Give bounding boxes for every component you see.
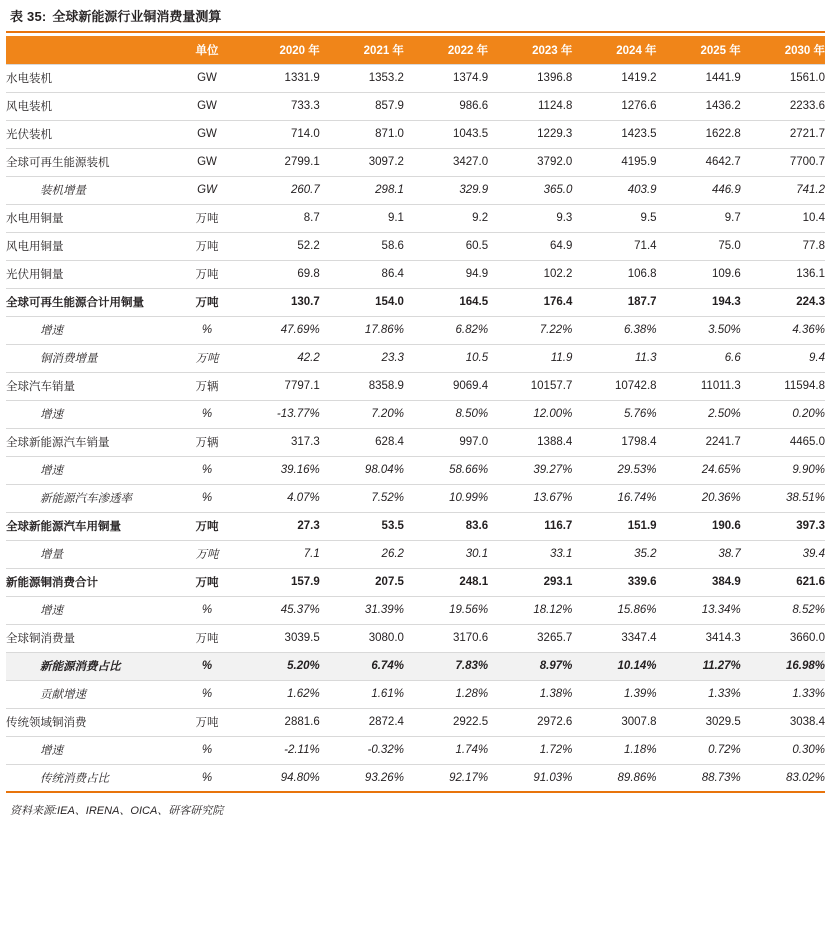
row-value: 83.02% [741,764,825,792]
row-value: 13.67% [488,484,572,512]
row-value: 1.33% [657,680,741,708]
header-cell-2023: 2023 年 [488,36,572,64]
row-value: 6.82% [404,316,488,344]
row-value: 628.4 [320,428,404,456]
row-value: 1331.9 [236,64,320,92]
row-value: 60.5 [404,232,488,260]
header-cell-2024: 2024 年 [572,36,656,64]
row-value: 1374.9 [404,64,488,92]
table-row [6,540,825,568]
row-value: 1561.0 [741,64,825,92]
row-value: 3.50% [657,316,741,344]
row-value: 10157.7 [488,372,572,400]
row-value: 997.0 [404,428,488,456]
row-label: 全球汽车销量 [6,372,178,400]
row-value: 714.0 [236,120,320,148]
row-value: 5.76% [572,400,656,428]
row-label: 传统领域铜消费 [6,708,178,736]
table-row [6,372,825,400]
row-unit: 万吨 [178,512,235,540]
row-value: 741.2 [741,176,825,204]
row-unit: % [178,456,235,484]
row-value: 176.4 [488,288,572,316]
row-value: 11011.3 [657,372,741,400]
row-value: 1229.3 [488,120,572,148]
row-value: 10.14% [572,652,656,680]
row-value: 39.16% [236,456,320,484]
row-value: 11.3 [572,344,656,372]
row-value: 92.17% [404,764,488,792]
table-row [6,260,825,288]
row-value: 1.39% [572,680,656,708]
row-value: 1.18% [572,736,656,764]
row-label: 铜消费增量 [6,344,178,372]
row-value: -2.11% [236,736,320,764]
row-unit: 万吨 [178,344,235,372]
row-value: 1.28% [404,680,488,708]
row-value: 106.8 [572,260,656,288]
table-row [6,764,825,792]
row-value: 0.72% [657,736,741,764]
row-value: 329.9 [404,176,488,204]
row-value: 38.51% [741,484,825,512]
row-value: 154.0 [320,288,404,316]
row-value: 1798.4 [572,428,656,456]
row-value: 7.52% [320,484,404,512]
row-value: 9.4 [741,344,825,372]
row-value: 1441.9 [657,64,741,92]
row-value: 1388.4 [488,428,572,456]
row-value: 47.69% [236,316,320,344]
table-row [6,400,825,428]
row-label: 光伏装机 [6,120,178,148]
row-value: 42.2 [236,344,320,372]
row-value: 3170.6 [404,624,488,652]
header-cell-unit: 单位 [178,36,235,64]
row-value: 58.6 [320,232,404,260]
row-value: -0.32% [320,736,404,764]
source-note: 资料来源:IEA、IRENA、OICA、研客研究院 [10,805,224,817]
table-row [6,316,825,344]
row-value: 4.36% [741,316,825,344]
row-value: 2233.6 [741,92,825,120]
table-row [6,232,825,260]
row-value: 1.33% [741,680,825,708]
row-value: 986.6 [404,92,488,120]
row-label: 新能源汽车渗透率 [6,484,178,512]
row-value: 8.97% [488,652,572,680]
row-value: 3427.0 [404,148,488,176]
row-value: 4465.0 [741,428,825,456]
row-unit: GW [178,92,235,120]
header-cell-2025: 2025 年 [657,36,741,64]
table-row [6,176,825,204]
row-value: 89.86% [572,764,656,792]
row-value: 2881.6 [236,708,320,736]
row-value: 77.8 [741,232,825,260]
row-value: 1.61% [320,680,404,708]
row-value: 20.36% [657,484,741,512]
row-unit: % [178,484,235,512]
row-value: 3347.4 [572,624,656,652]
row-value: 9.2 [404,204,488,232]
row-unit: % [178,652,235,680]
row-label: 全球新能源汽车销量 [6,428,178,456]
row-value: 7.1 [236,540,320,568]
table-row [6,708,825,736]
row-value: 1043.5 [404,120,488,148]
row-value: 4195.9 [572,148,656,176]
row-value: 8358.9 [320,372,404,400]
row-value: 260.7 [236,176,320,204]
row-label: 水电用铜量 [6,204,178,232]
row-unit: GW [178,64,235,92]
page-title [6,0,825,33]
row-value: 116.7 [488,512,572,540]
row-value: 8.52% [741,596,825,624]
row-value: 151.9 [572,512,656,540]
row-value: 93.26% [320,764,404,792]
table-row [6,736,825,764]
row-value: 3039.5 [236,624,320,652]
row-value: 3660.0 [741,624,825,652]
row-value: 293.1 [488,568,572,596]
table-row [6,512,825,540]
row-label: 增量 [6,540,178,568]
row-value: 12.00% [488,400,572,428]
row-value: 157.9 [236,568,320,596]
row-value: 16.74% [572,484,656,512]
row-unit: GW [178,120,235,148]
row-value: 0.30% [741,736,825,764]
row-value: 9.1 [320,204,404,232]
row-value: 384.9 [657,568,741,596]
table-header [6,36,825,64]
row-value: 9.3 [488,204,572,232]
row-value: 187.7 [572,288,656,316]
row-unit: 万辆 [178,428,235,456]
row-label: 增速 [6,400,178,428]
row-label: 贡献增速 [6,680,178,708]
row-value: 64.9 [488,232,572,260]
row-unit: 万吨 [178,232,235,260]
row-value: 8.7 [236,204,320,232]
row-value: 109.6 [657,260,741,288]
row-value: 29.53% [572,456,656,484]
row-value: 207.5 [320,568,404,596]
row-value: 83.6 [404,512,488,540]
row-value: 26.2 [320,540,404,568]
row-value: 9.5 [572,204,656,232]
row-value: 10742.8 [572,372,656,400]
row-value: 1622.8 [657,120,741,148]
row-unit: 万吨 [178,624,235,652]
row-value: 23.3 [320,344,404,372]
copper-consumption-table [6,36,825,793]
row-value: 733.3 [236,92,320,120]
row-value: 4.07% [236,484,320,512]
row-value: 86.4 [320,260,404,288]
row-value: 298.1 [320,176,404,204]
row-value: 2241.7 [657,428,741,456]
table-title-text: 全球新能源行业铜消费量测算 [52,9,222,24]
row-label: 全球铜消费量 [6,624,178,652]
header-cell-2030: 2030 年 [741,36,825,64]
row-value: 194.3 [657,288,741,316]
row-value: 1419.2 [572,64,656,92]
row-value: 16.98% [741,652,825,680]
row-label: 增速 [6,456,178,484]
table-row [6,288,825,316]
row-unit: 万吨 [178,288,235,316]
row-unit: GW [178,176,235,204]
row-unit: % [178,400,235,428]
row-value: 8.50% [404,400,488,428]
row-value: 248.1 [404,568,488,596]
table-row [6,652,825,680]
header-row [6,36,825,64]
row-value: 88.73% [657,764,741,792]
row-value: 1276.6 [572,92,656,120]
row-value: 3029.5 [657,708,741,736]
row-value: 11.9 [488,344,572,372]
row-value: 94.80% [236,764,320,792]
row-value: 3038.4 [741,708,825,736]
row-value: 3007.8 [572,708,656,736]
row-label: 装机增量 [6,176,178,204]
row-value: 6.38% [572,316,656,344]
row-value: 7.20% [320,400,404,428]
row-value: 2922.5 [404,708,488,736]
row-value: 7700.7 [741,148,825,176]
row-value: 2.50% [657,400,741,428]
row-value: 39.27% [488,456,572,484]
row-value: 164.5 [404,288,488,316]
row-label: 增速 [6,316,178,344]
row-value: 1353.2 [320,64,404,92]
row-value: 9.90% [741,456,825,484]
row-value: 98.04% [320,456,404,484]
header-cell-2021: 2021 年 [320,36,404,64]
row-value: 397.3 [741,512,825,540]
row-value: 446.9 [657,176,741,204]
row-value: 69.8 [236,260,320,288]
table-row [6,120,825,148]
row-value: 30.1 [404,540,488,568]
row-label: 全球可再生能源合计用铜量 [6,288,178,316]
row-value: 58.66% [404,456,488,484]
row-value: 6.74% [320,652,404,680]
table-row [6,344,825,372]
row-value: 18.12% [488,596,572,624]
row-label: 新能源消费占比 [6,652,178,680]
row-value: 11.27% [657,652,741,680]
row-value: 75.0 [657,232,741,260]
row-value: 38.7 [657,540,741,568]
row-value: 94.9 [404,260,488,288]
row-value: 1124.8 [488,92,572,120]
row-unit: % [178,316,235,344]
row-value: 3265.7 [488,624,572,652]
row-unit: % [178,680,235,708]
row-value: 1436.2 [657,92,741,120]
row-value: 339.6 [572,568,656,596]
row-value: 5.20% [236,652,320,680]
row-unit: 万吨 [178,260,235,288]
header-cell-2022: 2022 年 [404,36,488,64]
row-value: 1.74% [404,736,488,764]
header-cell-name [6,36,178,64]
row-label: 全球可再生能源装机 [6,148,178,176]
row-value: 1.62% [236,680,320,708]
row-value: 1396.8 [488,64,572,92]
row-value: 0.20% [741,400,825,428]
row-value: 33.1 [488,540,572,568]
row-value: 1.72% [488,736,572,764]
table-row [6,64,825,92]
table-row [6,456,825,484]
row-label: 增速 [6,736,178,764]
row-value: 136.1 [741,260,825,288]
row-value: 24.65% [657,456,741,484]
table-row [6,624,825,652]
row-unit: % [178,596,235,624]
row-unit: GW [178,148,235,176]
row-value: 6.6 [657,344,741,372]
table-row [6,568,825,596]
row-label: 水电装机 [6,64,178,92]
row-unit: 万吨 [178,204,235,232]
row-value: 365.0 [488,176,572,204]
row-value: 11594.8 [741,372,825,400]
row-value: 317.3 [236,428,320,456]
row-label: 光伏用铜量 [6,260,178,288]
row-value: 130.7 [236,288,320,316]
row-value: 9069.4 [404,372,488,400]
row-value: 871.0 [320,120,404,148]
table-row [6,484,825,512]
row-value: 3080.0 [320,624,404,652]
row-unit: 万吨 [178,540,235,568]
row-value: 621.6 [741,568,825,596]
table-row [6,680,825,708]
row-value: 35.2 [572,540,656,568]
row-value: 15.86% [572,596,656,624]
row-value: 1423.5 [572,120,656,148]
row-value: 31.39% [320,596,404,624]
row-value: 2799.1 [236,148,320,176]
table-row [6,428,825,456]
table-row [6,92,825,120]
row-value: 45.37% [236,596,320,624]
row-value: 190.6 [657,512,741,540]
row-value: 10.99% [404,484,488,512]
row-value: 10.4 [741,204,825,232]
row-unit: 万辆 [178,372,235,400]
row-value: 10.5 [404,344,488,372]
row-value: 39.4 [741,540,825,568]
row-value: -13.77% [236,400,320,428]
row-value: 53.5 [320,512,404,540]
row-value: 7.83% [404,652,488,680]
row-label: 增速 [6,596,178,624]
row-value: 2872.4 [320,708,404,736]
row-value: 4642.7 [657,148,741,176]
row-value: 91.03% [488,764,572,792]
table-body [6,64,825,792]
row-value: 7.22% [488,316,572,344]
row-label: 风电用铜量 [6,232,178,260]
row-label: 传统消费占比 [6,764,178,792]
row-value: 102.2 [488,260,572,288]
table-row [6,204,825,232]
row-value: 7797.1 [236,372,320,400]
row-value: 2972.6 [488,708,572,736]
row-value: 52.2 [236,232,320,260]
row-value: 2721.7 [741,120,825,148]
row-unit: % [178,736,235,764]
row-label: 新能源铜消费合计 [6,568,178,596]
row-label: 风电装机 [6,92,178,120]
row-unit: % [178,764,235,792]
row-value: 3097.2 [320,148,404,176]
row-value: 19.56% [404,596,488,624]
row-value: 71.4 [572,232,656,260]
row-value: 224.3 [741,288,825,316]
row-value: 17.86% [320,316,404,344]
row-value: 857.9 [320,92,404,120]
header-cell-2020: 2020 年 [236,36,320,64]
row-unit: 万吨 [178,568,235,596]
table-number-label: 表 35: [10,9,47,24]
row-value: 27.3 [236,512,320,540]
row-value: 403.9 [572,176,656,204]
row-value: 3792.0 [488,148,572,176]
table-row [6,596,825,624]
table-row [6,148,825,176]
row-unit: 万吨 [178,708,235,736]
row-value: 3414.3 [657,624,741,652]
row-label: 全球新能源汽车用铜量 [6,512,178,540]
row-value: 13.34% [657,596,741,624]
row-value: 1.38% [488,680,572,708]
row-value: 9.7 [657,204,741,232]
